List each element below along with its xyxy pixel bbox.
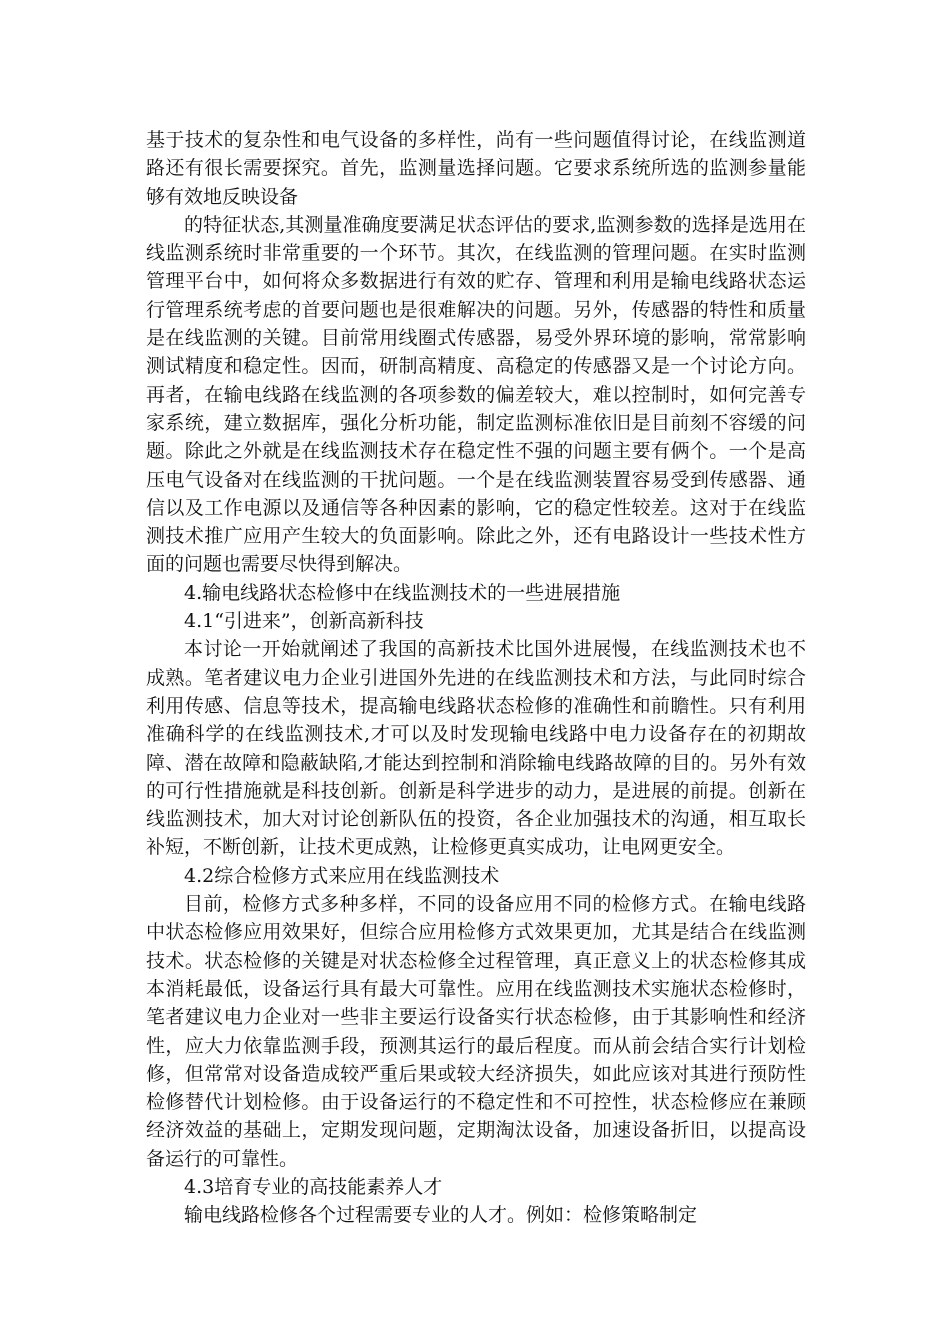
document-page xyxy=(146,126,806,1230)
section-heading-4-1: 4.1“引进来”，创新高新科技 xyxy=(184,610,424,633)
section-heading-4-3: 4.3培育专业的高技能素养人才 xyxy=(184,1175,443,1198)
paragraph-comprehensive-maintenance: 目前，检修方式多种多样，不同的设备应用不同的检修方式。在输电线路中状态检修应用效果好，但综合应用检修方式效果更加，尤其是结合在线监测技术。状态检修的关键是对状态检修全过程管理，真正意义上的状态检修其成本消耗最低，设备运行具有最大可靠性。应用在线监测技术实施状态检修时，笔者建议电力企业对一些非主要运行设备实行状态检修，由于其影响性和经济性，应大力依靠监测手段，预测其运行的最后程度。而从前会结合实行计划检修，但常常对设备造成较严重后果或较大经济损失，如此应该对其进行预防性检修替代计划检修。由于设备运行的不稳定性和不可控性，状态检修应在兼顾经济效益的基础上，定期发现问题，定期淘汰设备，加速设备折旧，以提高设备运行的可靠性。 xyxy=(146,893,806,1170)
paragraph-measurement-selection: 基于技术的复杂性和电气设备的多样性，尚有一些问题值得讨论，在线监测道路还有很长需要探究。首先，监测量选择问题。它要求系统所选的监测参量能够有效地反映设备 xyxy=(146,129,806,208)
paragraph-talent-training: 输电线路检修各个过程需要专业的人才。例如：检修策略制定 xyxy=(184,1204,698,1227)
paragraph-innovation: 本讨论一开始就阐述了我国的高新技术比国外进展慢，在线监测技术也不成熟。笔者建议电力企业引进国外先进的在线监测技术和方法，与此同时综合利用传感、信息等技术，提高输电线路状态检修的准确性和前瞻性。只有利用准确科学的在线监测技术,才可以及时发现输电线路中电力设备存在的初期故障、潜在故障和隐蔽缺陷,才能达到控制和消除输电线路故障的目的。另外有效的可行性措施就是科技创新。创新是科学进步的动力，是进展的前提。创新在线监测技术，加大对讨论创新队伍的投资，各企业加强技术的沟通，相互取长补短，不断创新，让技术更成熟，让检修更真实成功，让电网更安全。 xyxy=(146,638,806,859)
section-heading-4-2: 4.2综合检修方式来应用在线监测技术 xyxy=(184,864,500,887)
section-heading-4: 4.输电线路状态检修中在线监测技术的一些进展措施 xyxy=(184,581,621,604)
paragraph-monitoring-problems: 的特征状态,其测量准确度要满足状态评估的要求,监测参数的选择是选用在线监测系统时非常重要的一个环节。其次，在线监测的管理问题。在实时监测管理平台中，如何将众多数据进行有效的贮存、管理和利用是输电线路状态运行管理系统考虑的首要问题也是很难解决的问题。另外，传感器的特性和质量是在线监测的关键。目前常用线圈式传感器，易受外界环境的影响，常常影响测试精度和稳定性。因而，研制高精度、高稳定的传感器又是一个讨论方向。再者，在输电线路在线监测的各项参数的偏差较大，难以控制时，如何完善专家系统，建立数据库，强化分析功能，制定监测标准依旧是目前刻不容缓的问题。除此之外就是在线监测技术存在稳定性不强的问题主要有俩个。一个是高压电气设备对在线监测的干扰问题。一个是在线监测装置容易受到传感器、通信以及工作电源以及通信等各种因素的影响，它的稳定性较差。这对于在线监测技术推广应用产生较大的负面影响。除此之外，还有电路设计一些技术性方面的问题也需要尽快得到解决。 xyxy=(146,213,806,576)
